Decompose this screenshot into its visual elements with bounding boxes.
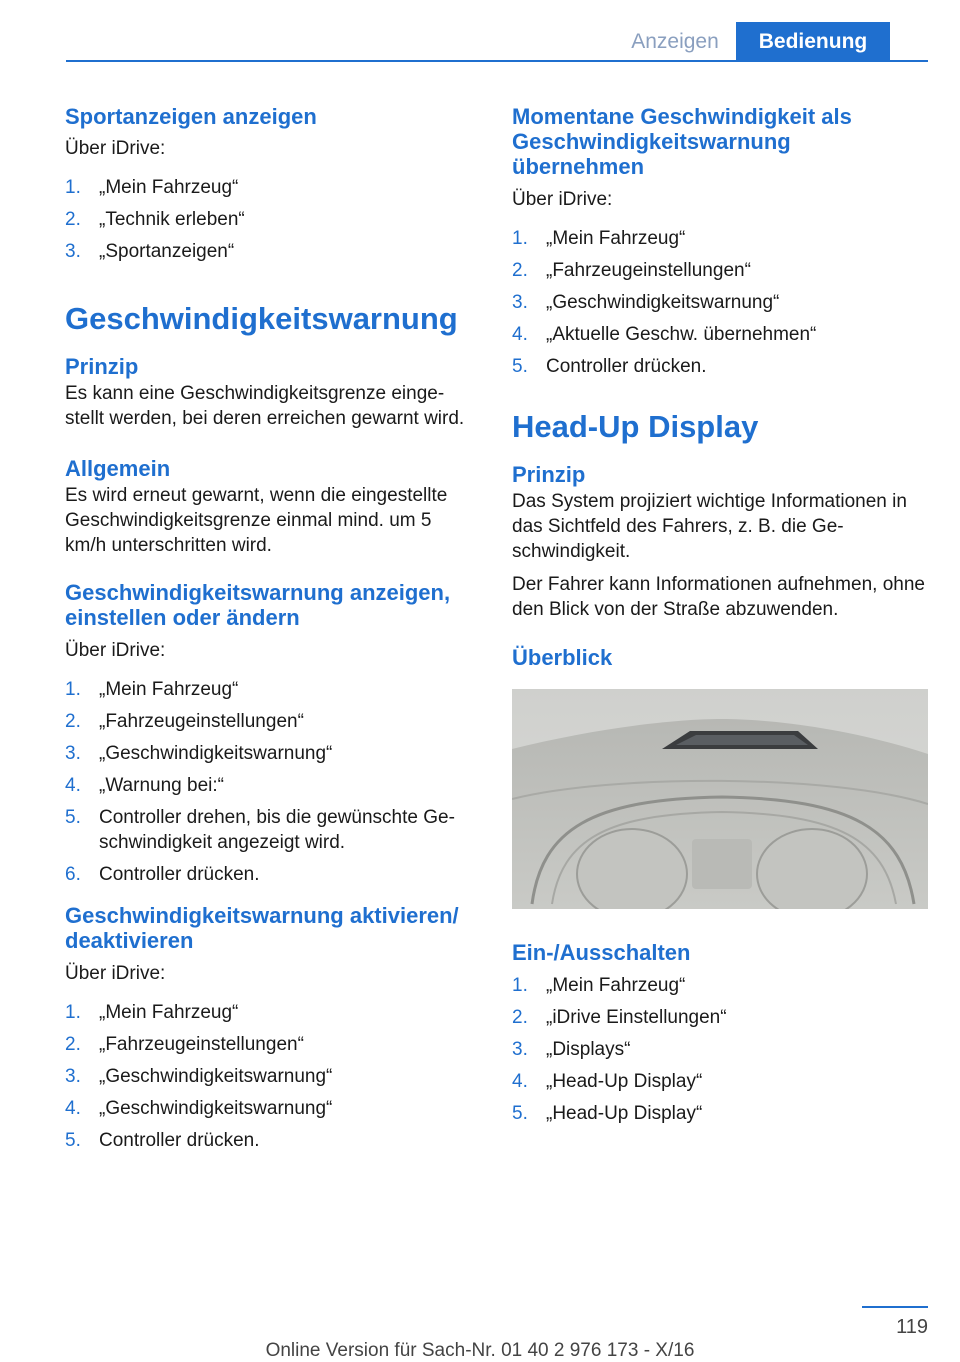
list-item: 4. „Head-Up Display“ [512, 1071, 703, 1092]
aktivieren-heading: Geschwindigkeitswarnung aktivieren/ deaktivieren [65, 903, 459, 953]
left-column [65, 100, 470, 1160]
tab-anzeigen[interactable]: Anzeigen [631, 30, 719, 53]
page-number: 119 [896, 1316, 928, 1338]
prinzip-heading: Prinzip [65, 354, 139, 379]
list-item: 1. „Mein Fahrzeug“ [65, 679, 239, 700]
list-item: 3. „Geschwindigkeitswarnung“ [512, 292, 780, 313]
list-item: 1. „Mein Fahrzeug“ [65, 177, 239, 198]
hud-section-title: Head-Up Display [512, 409, 759, 444]
list-item: 3. „Sportanzeigen“ [65, 241, 235, 262]
anzeigen-heading: Geschwindigkeitswarnung anzeigen, einstellen oder ändern [65, 580, 451, 630]
list-item: 6. Controller drücken. [65, 864, 260, 885]
tab-bedienung[interactable]: Bedienung [736, 22, 890, 62]
ueberblick-heading: Überblick [512, 645, 613, 670]
ein-steps [512, 973, 928, 1126]
moment-intro: Über iDrive: [512, 189, 613, 210]
list-item: 1. „Mein Fahrzeug“ [512, 228, 686, 249]
allgemein-text: Es wird erneut gewarnt, wenn die eingestellte Geschwindigkeitsgrenze einmal mind. um 5 km/h unterschritten wird. [65, 485, 448, 556]
moment-steps [512, 226, 928, 379]
list-item: 5. Controller drücken. [65, 1130, 260, 1151]
list-item: 5. „Head-Up Display“ [512, 1103, 703, 1124]
footer-version: Online Version für Sach-Nr. 01 40 2 976 173 - X/16 [265, 1340, 695, 1361]
list-item: 2. „Fahrzeugeinstellungen“ [65, 1034, 304, 1055]
list-item: 3. „Geschwindigkeitswarnung“ [65, 743, 333, 764]
prinzip-text: Es kann eine Geschwindigkeitsgrenze einge- stellt werden, bei deren erreichen gewarnt wird. [65, 383, 465, 429]
ein-heading: Ein-/Ausschalten [512, 940, 691, 965]
list-item: 2. „Technik erleben“ [65, 209, 245, 230]
anzeigen-steps [65, 677, 470, 887]
hud-prinzip-heading: Prinzip [512, 462, 586, 487]
list-item: 4. „Geschwindigkeitswarnung“ [65, 1098, 333, 1119]
sport-steps [65, 175, 470, 264]
list-item: 3. „Geschwindigkeitswarnung“ [65, 1066, 333, 1087]
anzeigen-intro: Über iDrive: [65, 640, 166, 661]
dashboard-illustration [512, 689, 928, 909]
sport-intro: Über iDrive: [65, 138, 166, 159]
moment-heading: Momentane Geschwindigkeit als Geschwindigkeitswarnung übernehmen [512, 104, 852, 179]
list-item: 5. Controller drücken. [512, 356, 707, 377]
list-item: 1. „Mein Fahrzeug“ [65, 1002, 239, 1023]
list-item: 2. „Fahrzeugeinstellungen“ [512, 260, 751, 281]
hud-prinzip-text2: Der Fahrer kann Informationen aufnehmen, ohne den Blick von der Straße abzuwenden. [512, 574, 925, 620]
gw-section-title: Geschwindigkeitswarnung [65, 301, 458, 336]
header-tabs [614, 22, 890, 62]
aktivieren-intro: Über iDrive: [65, 963, 166, 984]
list-item: 1. „Mein Fahrzeug“ [512, 975, 686, 996]
sport-heading: Sportanzeigen anzeigen [65, 104, 317, 129]
allgemein-heading: Allgemein [65, 456, 171, 481]
list-item: 4. „Warnung bei:“ [65, 775, 224, 796]
hud-dashboard-image [512, 689, 928, 909]
footer-rule [862, 1306, 928, 1308]
list-item: 5. Controller drehen, bis die gewünschte Ge- schwindigkeit angezeigt wird. [65, 807, 455, 853]
list-item: 2. „iDrive Einstellungen“ [512, 1007, 727, 1028]
aktivieren-steps [65, 1000, 470, 1153]
list-item: 4. „Aktuelle Geschw. übernehmen“ [512, 324, 817, 345]
header-rule [66, 60, 928, 62]
list-item: 3. „Displays“ [512, 1039, 631, 1060]
right-column [512, 100, 928, 1133]
list-item: 2. „Fahrzeugeinstellungen“ [65, 711, 304, 732]
hud-prinzip-text1: Das System projiziert wichtige Informationen in das Sichtfeld des Fahrers, z. B. die Ge- schwindigkeit. [512, 491, 907, 562]
